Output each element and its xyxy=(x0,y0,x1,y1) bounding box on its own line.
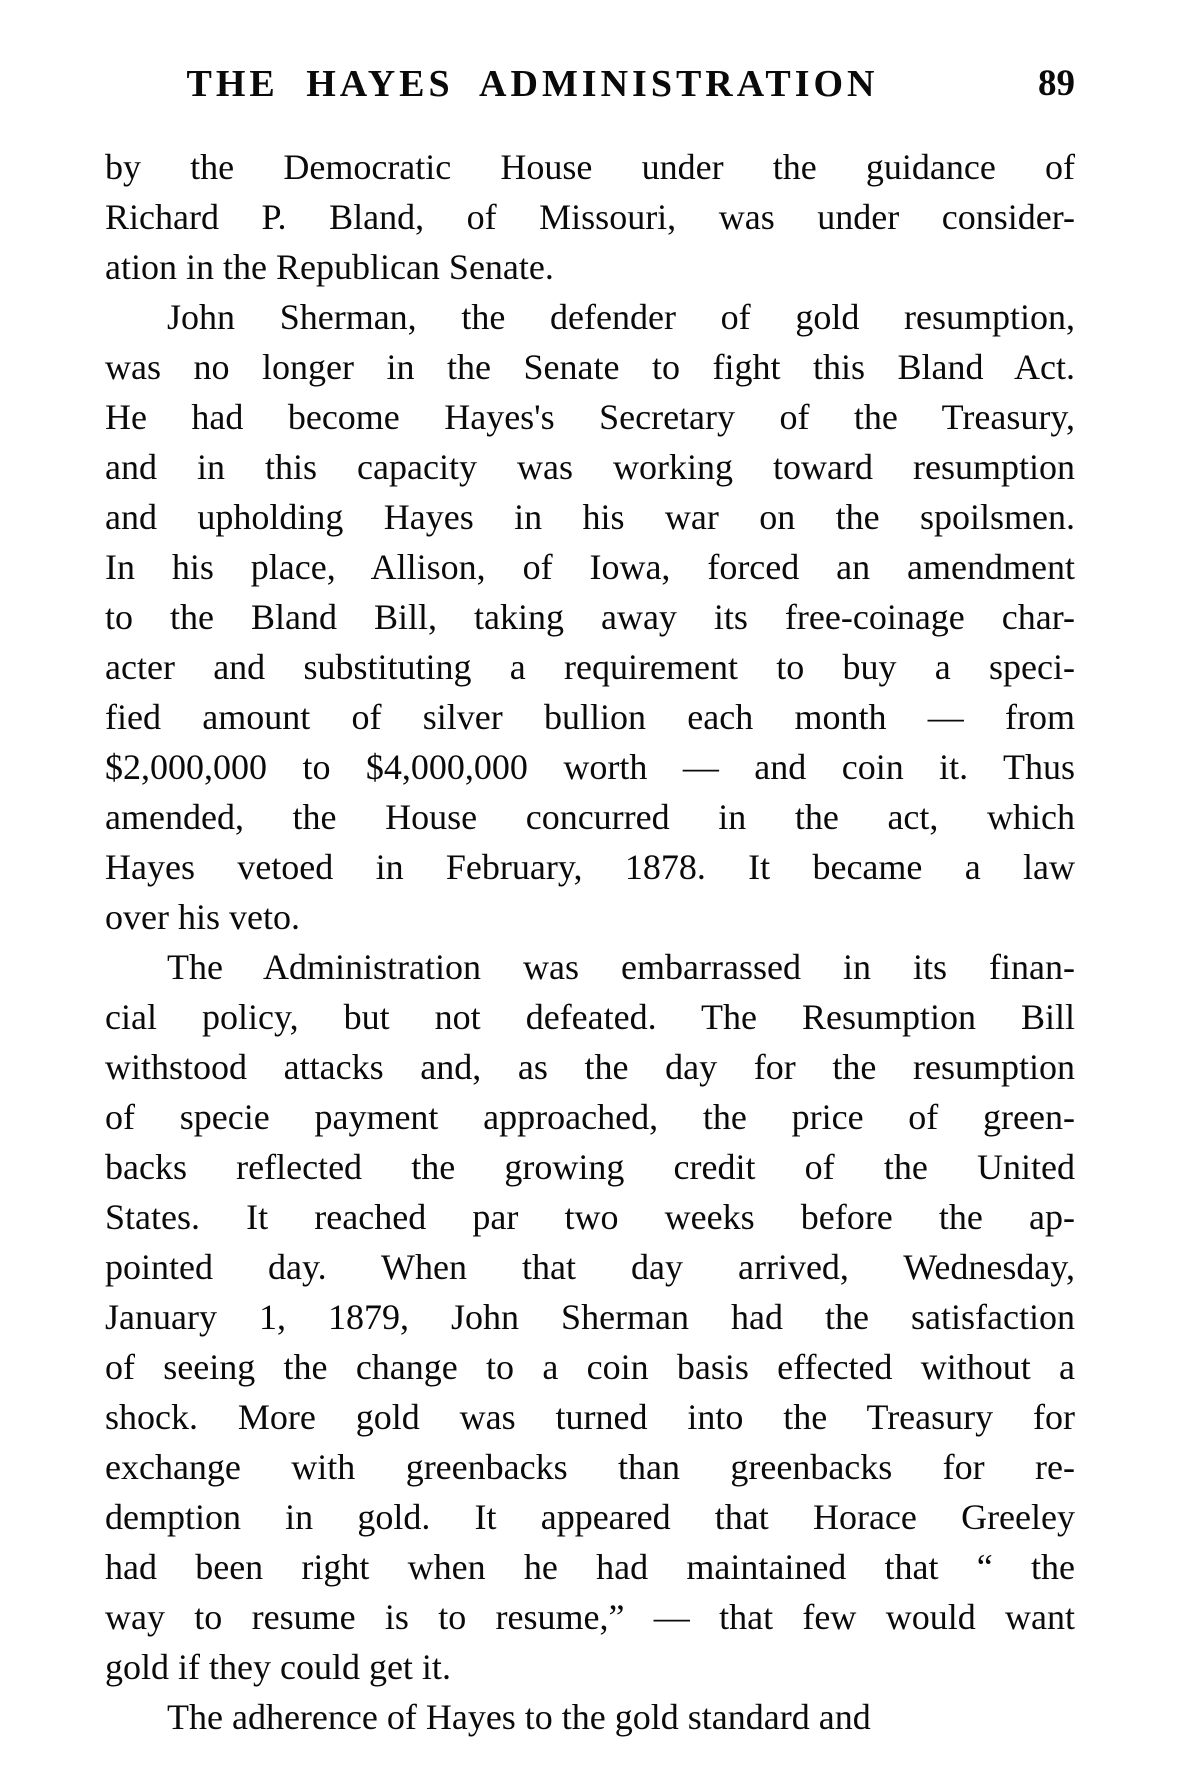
text-line: of specie payment approached, the price of green- xyxy=(105,1097,1075,1137)
text-line: over his veto. xyxy=(105,897,300,937)
text-line: shock. More gold was turned into the Treasury for xyxy=(105,1397,1075,1437)
text-body xyxy=(105,142,1075,1742)
text-line: and upholding Hayes in his war on the spoilsmen. xyxy=(105,497,1075,537)
text-line: to the Bland Bill, taking away its free-coinage char- xyxy=(105,597,1075,637)
text-line: The adherence of Hayes to the gold standard and xyxy=(167,1697,871,1737)
text-line: acter and substituting a requirement to buy a speci- xyxy=(105,647,1075,687)
page-number: 89 xyxy=(1038,63,1075,104)
text-line: by the Democratic House under the guidance of xyxy=(105,147,1075,187)
running-head xyxy=(105,58,1075,110)
text-line: backs reflected the growing credit of the United xyxy=(105,1147,1075,1187)
text-line: demption in gold. It appeared that Horace Greeley xyxy=(105,1497,1075,1537)
text-line: and in this capacity was working toward resumption xyxy=(105,447,1075,487)
text-line: fied amount of silver bullion each month — from xyxy=(105,697,1075,737)
text-line: John Sherman, the defender of gold resumption, xyxy=(167,297,1075,337)
text-line: January 1, 1879, John Sherman had the satisfaction xyxy=(105,1297,1075,1337)
text-line: The Administration was embarrassed in its finan- xyxy=(167,947,1075,987)
text-line: of seeing the change to a coin basis effected without a xyxy=(105,1347,1075,1387)
text-line: Hayes vetoed in February, 1878. It became a law xyxy=(105,847,1075,887)
text-line: had been right when he had maintained that “ the xyxy=(105,1547,1075,1587)
text-line: withstood attacks and, as the day for the resumption xyxy=(105,1047,1075,1087)
running-head-title: THE HAYES ADMINISTRATION xyxy=(186,63,879,105)
text-line: States. It reached par two weeks before the ap- xyxy=(105,1197,1075,1237)
text-line: $2,000,000 to $4,000,000 worth — and coin it. Thus xyxy=(105,747,1075,787)
text-line: way to resume is to resume,” — that few would want xyxy=(105,1597,1075,1637)
text-line: pointed day. When that day arrived, Wednesday, xyxy=(105,1247,1075,1287)
text-line: gold if they could get it. xyxy=(105,1647,451,1687)
text-line: He had become Hayes's Secretary of the Treasury, xyxy=(105,397,1075,437)
text-line: Richard P. Bland, of Missouri, was under consider- xyxy=(105,197,1075,237)
text-line: exchange with greenbacks than greenbacks for re- xyxy=(105,1447,1075,1487)
text-line: was no longer in the Senate to fight this Bland Act. xyxy=(105,347,1075,387)
text-line: In his place, Allison, of Iowa, forced an amendment xyxy=(105,547,1075,587)
text-line: amended, the House concurred in the act, which xyxy=(105,797,1075,837)
text-line: cial policy, but not defeated. The Resumption Bill xyxy=(105,997,1075,1037)
text-line: ation in the Republican Senate. xyxy=(105,247,554,287)
